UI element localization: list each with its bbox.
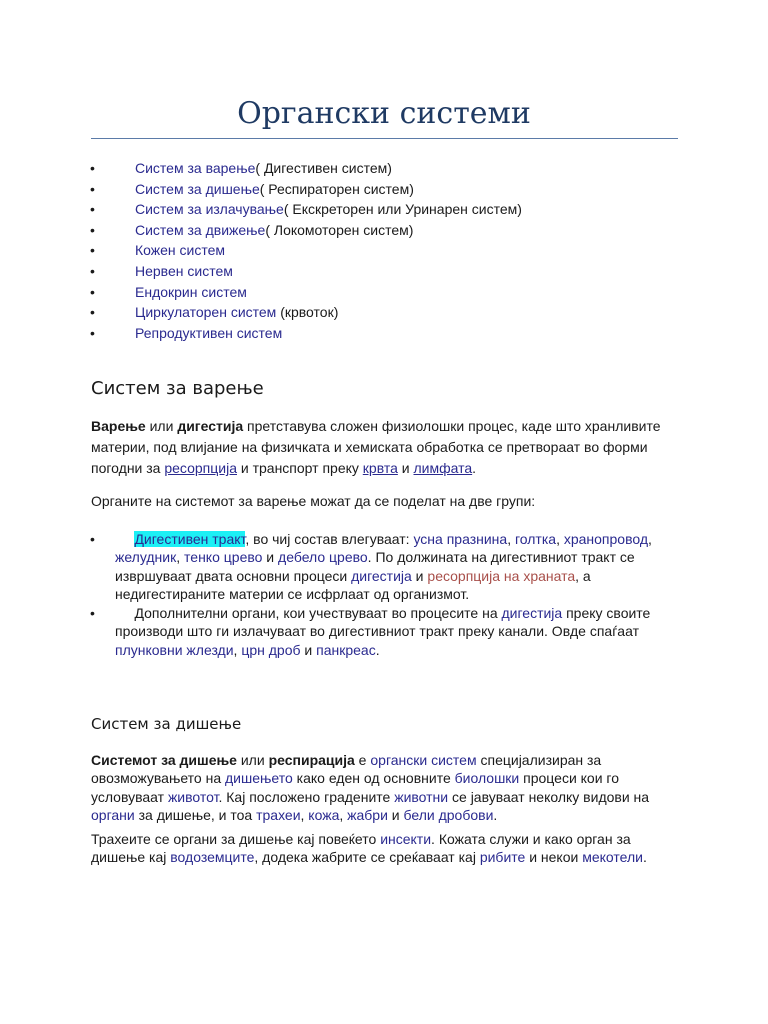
system-link[interactable]: Нервен систем xyxy=(135,262,233,279)
bullet: • xyxy=(90,531,95,547)
list-item: • Систем за варење( Дигестивен систем) xyxy=(90,158,522,179)
digestive-paragraph-2: Органите на системот за варење можат да се поделат на две групи: xyxy=(91,493,536,509)
system-link[interactable]: Систем за излачување xyxy=(135,201,284,218)
link-resorption[interactable]: ресорпција xyxy=(164,460,237,476)
title-underline xyxy=(91,138,678,139)
section-heading-respiratory: Систем за дишење xyxy=(91,715,242,733)
list-item xyxy=(90,323,522,344)
list-item: • Систем за дишење( Респираторен систем) xyxy=(90,179,522,200)
system-link[interactable]: Кожен систем xyxy=(135,242,226,259)
section-heading-digestive: Систем за варење xyxy=(91,378,264,399)
link-blood[interactable]: крвта xyxy=(362,460,398,476)
bullet: • xyxy=(90,324,95,341)
bullet: • xyxy=(90,160,95,176)
bullet: • xyxy=(90,283,95,300)
link-digestive-tract[interactable]: Дигестивен тракт xyxy=(134,531,246,547)
bullet: • xyxy=(90,201,95,218)
systems-list xyxy=(90,158,522,343)
bullet: • xyxy=(90,262,95,279)
bullet: • xyxy=(90,304,95,321)
respiratory-paragraph-2: Трахеите се органи за дишење кај повеќето инсекти. Кожата служи и како орган за дишење кај водоземците, додека жабрите се среќаваат кај рибите и некои мекотели. xyxy=(91,831,647,866)
list-item: • Систем за излачување( Екскреторен или Уринарен систем) xyxy=(90,199,522,220)
list-item: • Дополнителни органи, кои учествуваат во процесите на дигестија преку своите производи што ги излачуваат во дигестивниот тракт преку канали. Овде спаѓаат плунковни жлезди, црн дроб и панкреас. xyxy=(90,605,651,658)
bullet: • xyxy=(90,605,95,622)
page-title: Органски системи xyxy=(237,96,531,131)
respiratory-paragraph-1: Системот за дишење или респирација е органски систем специјализиран за овозможувањето на дишењето како еден од основните биолошки процеси кои го условуваат животот. Кај посложено градените животни се јавуваат неколку видови на органи за дишење, и тоа трахеи, кожа, жабри и бели дробови. xyxy=(91,752,650,823)
system-link[interactable]: Ендокрин систем xyxy=(135,283,247,300)
list-item xyxy=(90,282,522,303)
digestive-groups-list xyxy=(90,530,685,660)
system-link[interactable]: Циркулаторен систем xyxy=(135,304,277,321)
bullet: • xyxy=(90,221,95,238)
list-item: • Дигестивен тракт, во чиј состав влегуваат: усна празнина, голтка, хранопровод, желудник, тенко црево и дебело црево. По должината на дигестивниот тракт се извршуваат двата основни процеси дигестија и ресорпција на храната, а недигестираните материи се исфрлаат од организмот. xyxy=(90,531,652,602)
list-item: • Систем за движење( Локомоторен систем) xyxy=(90,220,522,241)
list-item: • Циркулаторен систем (крвоток) xyxy=(90,302,522,323)
link-lymph[interactable]: лимфата xyxy=(413,460,473,476)
system-link[interactable]: Систем за дишење xyxy=(135,180,260,197)
system-link[interactable]: Систем за движење xyxy=(135,221,266,238)
system-link[interactable]: Репродуктивен систем xyxy=(135,324,283,341)
system-link[interactable]: Систем за варење xyxy=(135,160,256,176)
bullet: • xyxy=(90,242,95,259)
list-item xyxy=(90,240,522,261)
digestive-paragraph-1: Варење или дигестија претставува сложен физиолошки процес, каде што хранливите материи, под влијание на физичката и хемиската обработка се претвораат во форми погодни за ресорпција и транспорт преку крвта и лимфата. xyxy=(91,418,661,476)
bullet: • xyxy=(90,180,95,197)
list-item xyxy=(90,261,522,282)
